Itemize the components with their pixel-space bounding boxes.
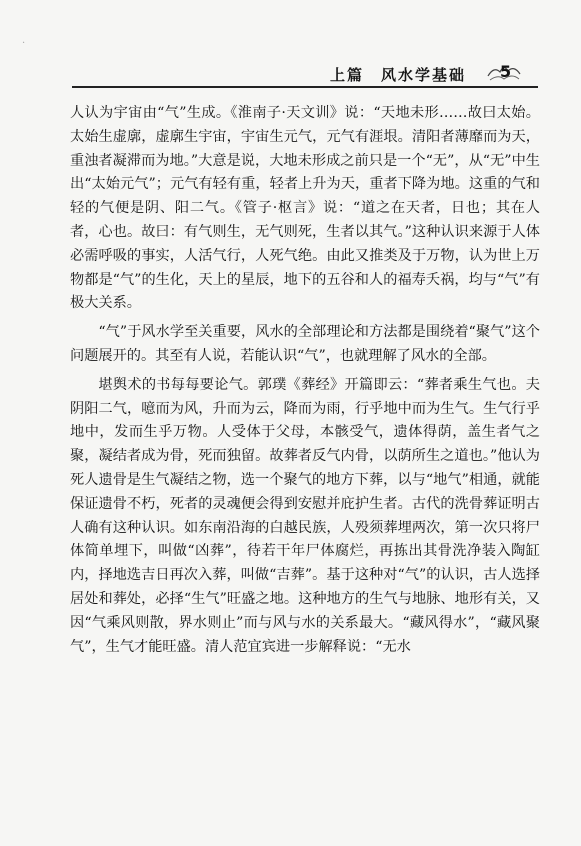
header-rule: [72, 86, 538, 88]
paragraph-3: 堪舆术的书每每要论气。郭璞《葬经》开篇即云：“葬者乘生气也。夫阴阳二气，噫而为风，升而为云，降而为雨，行乎地中而为生气。生气行乎地中，发而生乎万物。人受体于父母，本骸受气，遗体得荫，盖生者气之聚，凝结者成为骨，死而独留。故葬者反气内骨，以荫所生之道也。”他认为死人遗骨是生气凝结之物，选一个聚气的地方下葬，以与“地气”相通，就能保证遗骨不朽，死者的灵魂便会得到安慰并庇护生者。古代的洗骨葬证明古人确有这种认识。如东南沿海的白越民族，人殁须葬埋两次，第一次只将尸体简单埋下，叫做“凶葬”，待若干年尸体腐烂，再拣出其骨洗净装入陶缸内，择地选吉日再次入葬，叫做“吉葬”。基于这种对“气”的认识，古人选择居处和葬处，必择“生气”旺盛之地。这种地方的生气与地脉、地形有关，又因“气乘风则散，界水则止”而与风与水的关系最大。“藏风得水”，“藏风聚气”，生气才能旺盛。清人范宜宾进一步解释说：“无水: [70, 376, 540, 655]
paragraph-2: “气”于风水学至关重要，风水的全部理论和方法都是围绕着“聚气”这个问题展开的。其至有人说，若能认识“气”，也就理解了风水的全部。: [70, 324, 540, 364]
page-number: 5: [500, 62, 512, 81]
body-text: [70, 102, 540, 659]
running-header: [0, 48, 581, 88]
header-title: 上篇 风水学基础: [330, 66, 467, 84]
margin-mark: ·: [22, 38, 26, 49]
paragraph-1: 人认为宇宙由“气”生成。《淮南子·天文训》说：“天地未形……故曰太始。太始生虚廓，虚廓生宇宙，宇宙生元气，元气有涯垠。清阳者薄靡而为天，重浊者凝滞而为地。”大意是说，大地未形成之前只是一个“无”，从“无”中生出“太始元气”；元气有轻有重，轻者上升为天，重者下降为地。这重的气和轻的气便是阴、阳二气。《管子·枢言》说：“道之在天者，日也；其在人者，心也。故曰：有气则生，无气则死，生者以其气。”这种认识来源于人体必需呼吸的事实，人活气行，人死气绝。由此又推类及于万物，认为世上万物都是“气”的生化，天上的星辰，地下的五谷和人的福寿夭祸，均与“气”有极大关系。: [70, 105, 540, 312]
